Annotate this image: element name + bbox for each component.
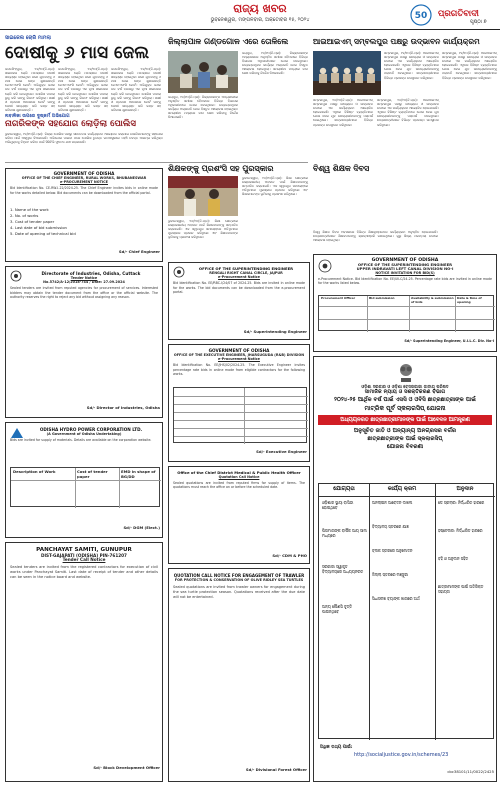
story5-body: ଭୁବନେଶ୍ୱର, ୧୪/୧୦(ନି.ପ୍ର): ଶିକ୍ଷା କ୍ଷେତ୍ରରେ ଉଲ୍ଲେଖନୀୟ ଅବଦାନ ପାଇଁ ଶିକ୍ଷକମାନଙ୍କୁ ସମ୍ମାନିତ କରାଯାଇଛି। ଏକ ସ୍ୱତନ୍ତ୍ର ସମାରୋହରେ ଅତିଥିମାନେ ପୁରସ୍କାର ପ୍ରଦାନ କରିଥିଲେ ଏବଂ ଶିକ୍ଷକମାନଙ୍କ ଭୂମିକାକୁ ପ୍ରଶଂସା କରିଥିଲେ। xyxy=(168,219,238,240)
story3-headline: ଜିଲ୍ଲାପାଳ ଗଣ୍ଡଗୋଳ ଏରେ ତୋଳିଲେ xyxy=(168,36,289,46)
ad-line-7: ଛାତ୍ରଛାତ୍ରୀଙ୍କ ପାଇଁ ସ୍କଲାରସିପ୍ xyxy=(367,436,443,443)
tender-subtitle: FOR PROTECTION & CONSERVATION OF OLIVE RIDLEY SEA TURTLES xyxy=(174,578,304,582)
tender-body: e-Procurement Notice. Bid Identification No. EE/UILC/24-25. Percentage rate bids are invited in online mode for the works listed below. xyxy=(318,276,492,285)
table-header: Description of Work xyxy=(13,469,56,474)
tender-body: Bid Identification No. CE-RW-I-22/2024-25. The Chief Engineer invites bids in online mode for the works detailed below. Bid documents can be downloaded from the official portal. xyxy=(10,186,158,195)
story4-body-col4: ସମ୍ବଲପୁର, ୧୪/୧୦(ନି.ପ୍ର): ଆଇଆଇଏମ୍‌ ସମ୍ବଲପୁର ପକ୍ଷରୁ ଉଦ୍ୟୋଗ ଓ ଉଦ୍ଭାବନ ଉପରେ ଏକ କାର୍ଯ୍ୟକ୍ରମ ଆୟୋଜିତ ହୋଇଯାଇଛି। ଏଥିରେ ବିଶିଷ୍ଟ ବ୍ୟକ୍ତିମାନେ ଯୋଗ ଦେଇ ଯୁବ ଉଦ୍ୟୋଗୀମାନଙ୍କୁ ପରାମର୍ଶ ଦେଇଥିଲେ। ଛାତ୍ରଛାତ୍ରୀମାନେ ବିଭିନ୍ନ ପ୍ରକଳ୍ପ ଉପସ୍ଥାପନ କରିଥିଲେ। xyxy=(377,98,439,127)
tender-signature: Sd/- CDM & PHO xyxy=(272,553,307,558)
ad-table xyxy=(318,483,494,739)
story4-body-col1: ସମ୍ବଲପୁର, ୧୪/୧୦(ନି.ପ୍ର): ଆଇଆଇଏମ୍‌ ସମ୍ବଲପୁର ପକ୍ଷରୁ ଉଦ୍ୟୋଗ ଓ ଉଦ୍ଭାବନ ଉପରେ ଏକ କାର୍ଯ୍ୟକ୍ରମ ଆୟୋଜିତ ହୋଇଯାଇଛି। ଏଥିରେ ବିଶିଷ୍ଟ ବ୍ୟକ୍ତିମାନେ ଯୋଗ ଦେଇ ଯୁବ ଉଦ୍ୟୋଗୀମାନଙ୍କୁ ପରାମର୍ଶ ଦେଇଥିଲେ। ଛାତ୍ରଛାତ୍ରୀମାନେ ବିଭିନ୍ନ ପ୍ରକଳ୍ପ ଉପସ୍ଥାପନ କରିଥିଲେ। xyxy=(384,51,439,80)
tender-body: Bids are invited for supply of materials. Details are available on the corporation website. xyxy=(10,438,152,443)
story3-photo xyxy=(168,51,238,93)
grant-item: ଡେ ସ୍କଲାର: ନିର୍ଦ୍ଧାରିତ ହାରରେ xyxy=(438,500,485,505)
ad-line-3: ୨୦୨୪-୨୫ ଆର୍ଥିକ ବର୍ଷ ପାଇଁ ଏସସି ଓ ଓବିସି ଛାତ୍ରଛାତ୍ରୀଙ୍କ ପାଇଁ xyxy=(334,397,476,404)
tender-title: GOVERNMENT OF ODISHA xyxy=(371,258,439,263)
tender-row-3: 3. Cost of tender paper xyxy=(10,219,55,224)
masthead xyxy=(0,0,500,30)
table-header: ଯୋଗ୍ୟତା xyxy=(333,486,355,492)
ad-line-2: ସାମାଜିକ ନ୍ୟାୟ ଓ ସଶକ୍ତିକରଣ ବିଭାଗ xyxy=(364,389,446,396)
state-emblem-icon xyxy=(318,259,332,273)
tender-subtitle: (A Government of Odisha Undertaking) xyxy=(46,432,122,436)
tender-signature: Sd/- Divisional Forest Officer xyxy=(245,767,307,772)
tender-title: GOVERNMENT OF ODISHA xyxy=(53,171,115,176)
table-header: Availability & submission of bids xyxy=(411,296,454,304)
story3-body-col2: ଜୟପୁର, ୧୪/୧୦(ନି.ପ୍ର): ଜିଲ୍ଲାପାଳଙ୍କ ଅଧ୍ୟକ୍ଷତାରେ ଅନୁଷ୍ଠିତ ସମୀକ୍ଷା ବୈଠକରେ ବିଭିନ୍ନ ବିଭାଗର ଅଧିକାରୀମାନେ ଯୋଗ ଦେଇଥିଲେ। ଉନ୍ନୟନମୂଳକ କାର୍ଯ୍ୟର ଅଗ୍ରଗତି ନେଇ ବିସ୍ତୃତ ଆଲୋଚନା ହୋଇଥିଲା। ସମୟସୀମା ମଧ୍ୟରେ କାମ ଶେଷ କରିବାକୁ ନିର୍ଦ୍ଦେଶ ଦିଆଯାଇଛି। xyxy=(242,51,308,76)
tender-superintending-engineer xyxy=(168,262,310,340)
story5-headline: ଶିକ୍ଷକଙ୍କୁ ପ୍ରଶଂସି ସହ ପୁରସ୍କାର xyxy=(168,163,274,173)
section-title: ରାଜ୍ୟ ଖବର xyxy=(233,2,287,15)
story5-photo xyxy=(168,176,238,216)
table-header: Cost of tender paper xyxy=(77,469,108,480)
tender-jharsuguda xyxy=(168,344,310,462)
procedure-item: ବିଦ୍ୟାଳୟ ସ୍ତରରେ ଯାଞ୍ଚ xyxy=(372,524,409,529)
tender-label: e-PROCUREMENT NOTICE xyxy=(60,180,108,185)
story4-body-col3: ସମ୍ବଲପୁର, ୧୪/୧୦(ନି.ପ୍ର): ଆଇଆଇଏମ୍‌ ସମ୍ବଲପୁର ପକ୍ଷରୁ ଉଦ୍ୟୋଗ ଓ ଉଦ୍ଭାବନ ଉପରେ ଏକ କାର୍ଯ୍ୟକ୍ରମ ଆୟୋଜିତ ହୋଇଯାଇଛି। ଏଥିରେ ବିଶିଷ୍ଟ ବ୍ୟକ୍ତିମାନେ ଯୋଗ ଦେଇ ଯୁବ ଉଦ୍ୟୋଗୀମାନଙ୍କୁ ପରାମର୍ଶ ଦେଇଥିଲେ। ଛାତ୍ରଛାତ୍ରୀମାନେ ବିଭିନ୍ନ ପ୍ରକଳ୍ପ ଉପସ୍ଥାପନ କରିଥିଲେ। xyxy=(442,51,497,80)
table-header: କାର୍ଯ୍ୟ କ୍ରମ xyxy=(387,486,417,492)
ad-footer-label: ଅଧିକ ତଥ୍ୟ ପାଇଁ: xyxy=(320,745,353,750)
state-emblem-icon xyxy=(173,266,185,278)
story1-headline: ଦୋଷୀକୁ ୬ ମାସ ଜେଲ xyxy=(5,43,150,63)
tender-panchayat-samiti xyxy=(5,542,163,782)
tender-label: e-Procurement Notice xyxy=(218,357,260,362)
story1-body-col1: ଜଗତସିଂହପୁର, ୧୪/୧୦(ନି.ପ୍ର): ସାଇକେଲ ଚୋରି ମାମଲାରେ ଦୋଷୀ ସାବ୍ୟସ୍ତ ହୋଇଥିବା ଜଣେ ଯୁବକଙ୍କୁ ୬ ମାସ ଜେଲ ଦଣ୍ଡ ଶୁଣାଇଛନ୍ତି ଜେଏମଏଫସି କୋର୍ଟ। ଅଭିଯୁକ୍ତ ଜଣକ ଗତ ବର୍ଷ ବଜାରରୁ ଏକ ନୂଆ ସାଇକେଲ ଚୋରି କରି ନେଇଥିଲେ। ପୋଲିସ ମାମଲା ରୁଜୁ କରି ତାଙ୍କୁ ଗିରଫ କରିଥିଲା। ସାକ୍ଷୀ ଓ ପ୍ରମାଣ ଆଧାରରେ କୋର୍ଟ ତାଙ୍କୁ ଦୋଷୀ ସାବ୍ୟସ୍ତ କରି ଦଣ୍ଡ ସହ ଜରିମାନା ଶୁଣାଇଛନ୍ତି। xyxy=(5,67,55,112)
procedure-item: ଅନଲାଇନ ଆବେଦନ ଦାଖଲ xyxy=(372,500,413,505)
edition-date: ଭୁବନେଶ୍ୱର, ମଙ୍ଗଳବାର, ଅକ୍ଟୋବର ୧୫, ୨୦୨୪ xyxy=(210,17,310,23)
tender-title: Office of the Chief District Medical & Public Health Officer xyxy=(177,470,301,475)
tender-title: GOVERNMENT OF ODISHA xyxy=(208,348,270,353)
procedure-item: ବ୍ଲକ ସ୍ତରରେ ଅନୁମୋଦନ xyxy=(372,548,413,553)
ad-line-8: ଯୋଜନା ବିବରଣୀ xyxy=(386,444,424,451)
tender-table xyxy=(10,467,160,507)
tender-title: QUOTATION CALL NOTICE FOR ENGAGEMENT OF TRAWLER xyxy=(173,573,305,578)
tender-subtitle: DIST-GAJAPATI (ODISHA) PIN-761207 xyxy=(41,553,127,558)
tender-row-4: 4. Last date of bid submission xyxy=(10,225,67,230)
tender-signature: Sd/- Chief Engineer xyxy=(118,249,160,254)
eligibility-item: ସରକାରୀ ସ୍ୱୀକୃତ ବିଦ୍ୟାଳୟରେ ଅଧ୍ୟୟନରତ xyxy=(322,564,364,575)
tender-upper-indravati xyxy=(313,254,497,352)
tender-trawler-quotation xyxy=(168,568,310,782)
tender-ohpc xyxy=(5,422,163,538)
tender-row-1: 1. Name of the work xyxy=(10,207,49,212)
tender-title: ODISHA HYDRO POWER CORPORATION LTD. xyxy=(39,427,143,432)
tender-body: Bid Identification No. EE/JHS/02/2024-25. The Executive Engineer invites percentage rate bids in online mode from eligible contractors for the following works. xyxy=(173,363,305,376)
table-header: EMD in shape of BG/DD xyxy=(121,469,156,480)
ashoka-emblem-icon xyxy=(398,361,414,383)
procedure-item: ଜିଲ୍ଲା ସ୍ତରରେ ମଞ୍ଜୁରୀ xyxy=(372,572,409,577)
eligibility-item: ଅନ୍ୟ କୌଣସି ବୃତ୍ତି ପାଉନଥିବେ xyxy=(322,604,352,615)
tender-subtitle-2: UPPER INDRAVATI LEFT CANAL DIVISION NO-I xyxy=(356,266,454,272)
tender-signature: Sd/- Executive Engineer xyxy=(256,449,307,454)
tender-subtitle: Quotation Call Notice xyxy=(218,475,260,479)
tender-title: PANCHAYAT SAMITI, GUNUPUR xyxy=(36,547,132,553)
tender-ref: No.5742/A-12/2018-744 / Date: 27.09.2024 xyxy=(43,280,125,285)
tender-body: Sealed tenders are invited from the registered contractors for execution of civil works under Panchayat Samiti. Last date of receipt of tender and other details can be seen in the notice board and website. xyxy=(10,565,158,579)
tender-signature: Sd/- Director of Industries, Odisha xyxy=(86,405,160,410)
ad-line-4: ମାଟ୍ରିକ ପୂର୍ବ ସ୍କଲାରସିପ୍ ଯୋଜନା xyxy=(364,405,446,413)
story4-photo xyxy=(313,51,381,95)
ad-line-6: ଅନୁସୂଚିତ ଜାତି ଓ ଅନ୍ୟାନ୍ୟ ଅନଗ୍ରସର ବର୍ଗର xyxy=(353,428,457,435)
tender-industries xyxy=(5,266,163,418)
tender-subtitle: OFFICE OF THE EXECUTIVE ENGINEER, JHARSUGUDA (R&B) DIVISION xyxy=(173,353,305,357)
tender-title: OFFICE OF THE SUPERINTENDING ENGINEER xyxy=(198,266,294,271)
tender-signature: Sd/- Superintending Engineer, U.I.L.C. Div. No-I xyxy=(404,339,494,343)
page-number: ପୃଷ୍ଠା ୭ xyxy=(470,19,487,25)
story2-body: ଭୁବନେଶ୍ୱର, ୧୪/୧୦(ନି.ପ୍ର): ଜିଲ୍ଲା ପୋଲିସ ପକ୍ଷରୁ ସଚେତନତା କାର୍ଯ୍ୟକ୍ରମ ଆୟୋଜନ କରାଯାଇ ନାଗରିକମାନଙ୍କୁ ସହଯୋଗ କରିବା ପାଇଁ ଆହ୍ୱାନ ଦିଆଯାଇଛି। ଅଭିଯୋଗ ପାଇବା ପରେ ପୋଲିସ ତୁରନ୍ତ ଘଟଣାସ୍ଥଳରେ ପହଞ୍ଚି ତଦନ୍ତ ଆରମ୍ଭ କରିଥିଲା। ଅଭିଯୁକ୍ତକୁ ଚିହ୍ନଟ କରିବା ପାଇଁ ସିସିଟିଭି ଫୁଟେଜ ଯାଞ୍ଚ କରାଯାଉଛି। xyxy=(5,132,163,145)
tender-table xyxy=(318,295,494,331)
grant-item: ଛାତ୍ରୀମାନଙ୍କ ପାଇଁ ଅତିରିକ୍ତ ସହାୟତା xyxy=(438,584,484,595)
story5-body-col2: ଭୁବନେଶ୍ୱର, ୧୪/୧୦(ନି.ପ୍ର): ଶିକ୍ଷା କ୍ଷେତ୍ରରେ ଉଲ୍ଲେଖନୀୟ ଅବଦାନ ପାଇଁ ଶିକ୍ଷକମାନଙ୍କୁ ସମ୍ମାନିତ କରାଯାଇଛି। ଏକ ସ୍ୱତନ୍ତ୍ର ସମାରୋହରେ ଅତିଥିମାନେ ପୁରସ୍କାର ପ୍ରଦାନ କରିଥିଲେ ଏବଂ ଶିକ୍ଷକମାନଙ୍କ ଭୂମିକାକୁ ପ୍ରଶଂସା କରିଥିଲେ। xyxy=(242,176,308,197)
logo-number: 50 xyxy=(414,11,428,21)
table-header: ଅନୁଦାନ xyxy=(456,486,474,492)
grant-item: ବହି ଓ ଅନୁଦାନ ସହିତ xyxy=(438,556,469,561)
story4-headline: ଆଇଆଇଏମ୍‌ ସମ୍ବଲପୁର ପକ୍ଷରୁ ଉଦ୍ଭାବନ କାର୍ଯ୍ୟକ୍ରମ xyxy=(313,37,480,46)
tender-signature: Sd/- DGM (Elect.) xyxy=(123,525,160,530)
tender-body: Sealed quotations are invited from reputed firms for supply of items. The quotations must reach the office on or before the scheduled date. xyxy=(173,481,305,490)
ad-banner-1: ଅଧ୍ୟୟନରତ ଛାତ୍ରଛାତ୍ରୀମାନଙ୍କ ପାଇଁ ଆବେଦନ ଆମନ୍ତ୍ରଣ xyxy=(318,415,492,425)
tender-chief-engineer xyxy=(5,168,163,262)
table-header: Date & time of opening xyxy=(457,296,482,304)
story6-body: ବିଶ୍ୱ ଶିକ୍ଷକ ଦିବସ ଅବସରରେ ବିଭିନ୍ନ ଶିକ୍ଷାନୁଷ୍ଠାନରେ କାର୍ଯ୍ୟକ୍ରମ ଅନୁଷ୍ଠିତ ହୋଇଯାଇଛି। ଛାତ୍ରଛାତ୍ରୀମାନେ ଶିକ୍ଷକମାନଙ୍କୁ ଶ୍ରଦ୍ଧାଞ୍ଜଳି ଜଣାଇଥିଲେ। ଗୁରୁ ଶିଷ୍ୟ ପରମ୍ପରା ଉପରେ ଆଲୋଚନା ହୋଇଥିଲା। xyxy=(313,230,438,243)
story2-headline: ନାଗରିକଙ୍କ ସହଯୋଗ ଲୋଡ଼ିଲା ପୋଲିସ xyxy=(5,119,136,129)
state-emblem-icon xyxy=(10,270,22,282)
tender-label: e-Procurement Notice xyxy=(218,275,260,280)
ad-code: cbc38101/11/0022/2425 xyxy=(447,769,494,774)
table-header: Procurement Officer xyxy=(321,296,356,300)
ohpc-logo-icon xyxy=(10,427,24,439)
ad-line-1: ଓଡ଼ିଶା ସରକାର ଓ ଓଡ଼ିଶା ବେସରକାରୀ ଜାତୀୟ ପରିଷଦ xyxy=(361,384,449,389)
tender-subtitle: OFFICE OF THE CHIEF ENGINEER, RURAL WORKS, BHUBANESWAR xyxy=(21,176,147,180)
table-header: Bid submission xyxy=(369,296,395,300)
tender-row-2: 2. No. of works xyxy=(10,213,39,218)
tender-body: Sealed quotations are invited from trawler owners for engagement during the sea turtle protection season. Quotations received after the due date will not be entertained. xyxy=(173,585,305,599)
tender-label: Tender Call Notice xyxy=(62,557,106,563)
anniversary-logo-icon xyxy=(408,3,434,27)
story2-kicker: ନାବାଳିକା ଉପରେ ଦୁଷ୍କର୍ମ ଅଭିଯୋଗ xyxy=(5,114,70,119)
eligibility-item: ପିତାମାତାଙ୍କ ବାର୍ଷିକ ଆୟ ସୀମା ମଧ୍ୟରେ xyxy=(322,528,368,539)
tender-subtitle: OFFICE OF THE SUPERINTENDING ENGINEER xyxy=(357,262,453,267)
tender-signature: Sd/- Block Development Officer xyxy=(93,765,160,770)
procedure-item: ସିଧାସଳଖ ବ୍ୟାଙ୍କ ଖାତାରେ ଅର୍ଥ xyxy=(372,596,420,601)
tender-signature: Sd/- Superintending Engineer xyxy=(243,329,307,334)
newspaper-brand: ପ୍ରଗତିବାଦୀ xyxy=(438,9,479,19)
story3-body-col1: ଜୟପୁର, ୧୪/୧୦(ନି.ପ୍ର): ଜିଲ୍ଲାପାଳଙ୍କ ଅଧ୍ୟକ୍ଷତାରେ ଅନୁଷ୍ଠିତ ସମୀକ୍ଷା ବୈଠକରେ ବିଭିନ୍ନ ବିଭାଗର ଅଧିକାରୀମାନେ ଯୋଗ ଦେଇଥିଲେ। ଉନ୍ନୟନମୂଳକ କାର୍ଯ୍ୟର ଅଗ୍ରଗତି ନେଇ ବିସ୍ତୃତ ଆଲୋଚନା ହୋଇଥିଲା। ସମୟସୀମା ମଧ୍ୟରେ କାମ ଶେଷ କରିବାକୁ ନିର୍ଦ୍ଦେଶ ଦିଆଯାଇଛି। xyxy=(168,95,238,120)
tender-body: Sealed tenders are invited from reputed agencies for procurement of services. Interested bidders may obtain the tender document from the office or the official website. The authority reserves the right to reject any bid without assigning any reason. xyxy=(10,286,158,299)
scholarship-advertisement xyxy=(313,356,497,782)
story4-body-col2: ସମ୍ବଲପୁର, ୧୪/୧୦(ନି.ପ୍ର): ଆଇଆଇଏମ୍‌ ସମ୍ବଲପୁର ପକ୍ଷରୁ ଉଦ୍ୟୋଗ ଓ ଉଦ୍ଭାବନ ଉପରେ ଏକ କାର୍ଯ୍ୟକ୍ରମ ଆୟୋଜିତ ହୋଇଯାଇଛି। ଏଥିରେ ବିଶିଷ୍ଟ ବ୍ୟକ୍ତିମାନେ ଯୋଗ ଦେଇ ଯୁବ ଉଦ୍ୟୋଗୀମାନଙ୍କୁ ପରାମର୍ଶ ଦେଇଥିଲେ। ଛାତ୍ରଛାତ୍ରୀମାନେ ବିଭିନ୍ନ ପ୍ରକଳ୍ପ ଉପସ୍ଥାପନ କରିଥିଲେ। xyxy=(313,98,373,127)
grant-item: ହଷ୍ଟେଲର: ନିର୍ଦ୍ଧାରିତ ହାରରେ xyxy=(438,528,483,533)
tender-cdmpho xyxy=(168,466,310,564)
story1-body-col3: ଜଗତସିଂହପୁର, ୧୪/୧୦(ନି.ପ୍ର): ସାଇକେଲ ଚୋରି ମାମଲାରେ ଦୋଷୀ ସାବ୍ୟସ୍ତ ହୋଇଥିବା ଜଣେ ଯୁବକଙ୍କୁ ୬ ମାସ ଜେଲ ଦଣ୍ଡ ଶୁଣାଇଛନ୍ତି ଜେଏମଏଫସି କୋର୍ଟ। ଅଭିଯୁକ୍ତ ଜଣକ ଗତ ବର୍ଷ ବଜାରରୁ ଏକ ନୂଆ ସାଇକେଲ ଚୋରି କରି ନେଇଥିଲେ। ପୋଲିସ ମାମଲା ରୁଜୁ କରି ତାଙ୍କୁ ଗିରଫ କରିଥିଲା। ସାକ୍ଷୀ ଓ ପ୍ରମାଣ ଆଧାରରେ କୋର୍ଟ ତାଙ୍କୁ ଦୋଷୀ ସାବ୍ୟସ୍ତ କରି ଦଣ୍ଡ ସହ ଜରିମାନା ଶୁଣାଇଛନ୍ତି। xyxy=(111,67,161,112)
story1-kicker: ସାଇକେଲ ଚୋରି ମାମଲା xyxy=(5,35,51,41)
tender-label: NOTICE INVITATION FOR BID(S) xyxy=(375,271,435,276)
eligibility-item: ଓଡ଼ିଶାର ସ୍ଥାୟୀ ବାସିନ୍ଦା ହୋଇଥିବେ xyxy=(322,500,354,511)
story6-headline: ବିଶ୍ୱ ଶିକ୍ଷକ ଦିବସ xyxy=(313,164,370,173)
tender-body: Bid Identification No. EE/RBC-I/24/07 of 2024-25. Bids are invited in online mode for the works. The bid documents can be downloaded from the e-procurement portal. xyxy=(173,281,305,294)
tender-table xyxy=(173,387,307,443)
tender-row-5: 5. Date of opening of technical bid xyxy=(10,231,76,236)
story1-body-col2: ଜଗତସିଂହପୁର, ୧୪/୧୦(ନି.ପ୍ର): ସାଇକେଲ ଚୋରି ମାମଲାରେ ଦୋଷୀ ସାବ୍ୟସ୍ତ ହୋଇଥିବା ଜଣେ ଯୁବକଙ୍କୁ ୬ ମାସ ଜେଲ ଦଣ୍ଡ ଶୁଣାଇଛନ୍ତି ଜେଏମଏଫସି କୋର୍ଟ। ଅଭିଯୁକ୍ତ ଜଣକ ଗତ ବର୍ଷ ବଜାରରୁ ଏକ ନୂଆ ସାଇକେଲ ଚୋରି କରି ନେଇଥିଲେ। ପୋଲିସ ମାମଲା ରୁଜୁ କରି ତାଙ୍କୁ ଗିରଫ କରିଥିଲା। ସାକ୍ଷୀ ଓ ପ୍ରମାଣ ଆଧାରରେ କୋର୍ଟ ତାଙ୍କୁ ଦୋଷୀ ସାବ୍ୟସ୍ତ କରି ଦଣ୍ଡ ସହ ଜରିମାନା ଶୁଣାଇଛନ୍ତି। xyxy=(58,67,108,112)
tender-subtitle: RENGALI RIGHT CANAL CIRCLE, JAJPUR xyxy=(209,271,283,275)
tender-subtitle: Tender Notice xyxy=(70,276,98,280)
tender-title: Directorate of Industries, Odisha, Cuttack xyxy=(41,271,141,276)
scheme-url-link[interactable]: http://socialjustice.gov.in/schemes/23 xyxy=(354,752,449,758)
